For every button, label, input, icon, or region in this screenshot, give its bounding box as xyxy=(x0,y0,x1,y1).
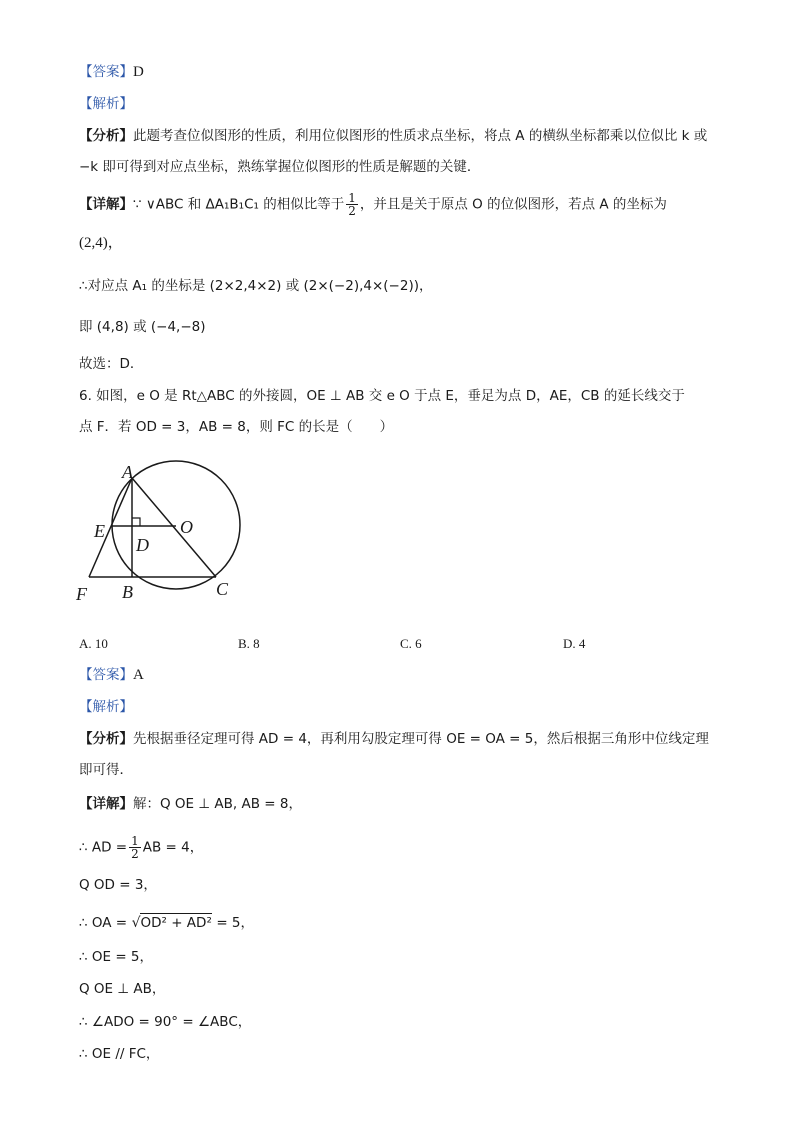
answer-value: D xyxy=(133,64,144,80)
step3-text: Q OD = 3， xyxy=(79,877,157,893)
option-d[interactable]: D. 4 xyxy=(563,636,586,651)
q6-stem-line1 xyxy=(79,386,685,406)
q6-fenxi-line1 xyxy=(79,729,709,749)
fraction-one-half xyxy=(346,192,358,217)
step4-right: = 5， xyxy=(216,915,255,931)
segment-ac xyxy=(132,478,216,577)
q6-step5 xyxy=(79,947,153,967)
label-b: B xyxy=(122,582,133,602)
label-a: A xyxy=(122,462,133,482)
q5-line5 xyxy=(79,354,143,374)
q6-step8 xyxy=(79,1044,159,1064)
step7-text: ∴ ∠ADO = 90° = ∠ABC， xyxy=(79,1014,252,1030)
frac-num: 1 xyxy=(348,191,356,205)
fenxi-text-cont: −k 即可得到对应点坐标，熟练掌握位似图形的性质是解题的关键． xyxy=(79,159,481,175)
q6-step3 xyxy=(79,875,157,895)
q5-line4 xyxy=(79,317,206,337)
step5-text: ∴ OE = 5， xyxy=(79,949,154,965)
label-c: C xyxy=(216,579,229,599)
sqrt-sign: √ xyxy=(131,915,141,931)
xiangjie-text-b: ，并且是关于原点 O 的位似图形，若点 A 的坐标为 xyxy=(359,196,667,213)
option-b[interactable]: B. 8 xyxy=(238,636,260,651)
fenxi-text-cont: 即可得． xyxy=(79,762,133,778)
answer-value: A xyxy=(133,667,144,683)
frac-den: 2 xyxy=(348,204,356,218)
q5-answer-line xyxy=(79,62,144,82)
q5-fenxi-line1 xyxy=(79,126,707,146)
step2-left: ∴ AD = xyxy=(79,839,128,856)
q6-jiexi-line xyxy=(79,697,133,717)
xiangjie-label: 【详解】 xyxy=(79,796,133,812)
fraction-one-half xyxy=(129,835,141,860)
q5-xiangjie-line1 xyxy=(79,192,667,217)
coord-result: 即 (4,8) 或 (−4,−8) xyxy=(79,319,206,335)
q6-xiangjie-line1 xyxy=(79,794,302,814)
frac-den: 2 xyxy=(131,847,139,861)
step6-text: Q OE ⊥ AB， xyxy=(79,981,166,997)
q6-step6 xyxy=(79,979,165,999)
q6-fenxi-line2 xyxy=(79,760,133,780)
option-a[interactable]: A. 10 xyxy=(79,636,108,651)
xiangjie-text-a: ∵ ∨ABC 和 ΔA₁B₁C₁ 的相似比等于 xyxy=(133,196,345,213)
q6-stem-text-cont: 点 F．若 OD = 3，AB = 8，则 FC 的长是（ ） xyxy=(79,419,394,435)
option-c[interactable]: C. 6 xyxy=(400,636,422,651)
q6-stem-line2 xyxy=(79,417,393,437)
fenxi-text: 先根据垂径定理可得 AD = 4，再利用勾股定理可得 OE = OA = 5，然后根据三角形中位线定理 xyxy=(133,731,709,747)
label-f: F xyxy=(76,584,87,604)
q6-stem-text: 6. 如图，e O 是 Rt△ABC 的外接圆，OE ⊥ AB 交 e O 于点 E，垂足为点 D，AE，CB 的延长线交于 xyxy=(79,388,685,404)
choice-line: 故选：D． xyxy=(79,356,144,372)
geometry-figure xyxy=(70,455,260,605)
label-d: D xyxy=(136,535,149,555)
jiexi-label: 【解析】 xyxy=(79,96,133,112)
answer-label: 【答案】 xyxy=(79,667,133,683)
fenxi-label: 【分析】 xyxy=(79,731,133,747)
answer-label: 【答案】 xyxy=(79,64,133,80)
frac-num: 1 xyxy=(131,834,139,848)
q5-fenxi-line2 xyxy=(79,157,480,177)
right-angle-mark xyxy=(132,518,140,526)
step2-right: AB = 4， xyxy=(142,839,204,856)
step8-text: ∴ OE // FC， xyxy=(79,1046,160,1062)
step4-left: ∴ OA = xyxy=(79,915,128,931)
label-e: E xyxy=(94,521,105,541)
coord-a1: ∴对应点 A₁ 的坐标是 (2×2,4×2) 或 (2×(−2),4×(−2))， xyxy=(79,278,433,294)
q5-jiexi-line xyxy=(79,94,133,114)
q6-step7 xyxy=(79,1012,251,1032)
q5-line3 xyxy=(79,276,433,296)
q6-step4 xyxy=(79,913,254,933)
label-o: O xyxy=(180,517,193,537)
q5-line2 xyxy=(79,233,123,253)
coord-a: (2,4)， xyxy=(79,235,123,251)
xiangjie-label: 【详解】 xyxy=(79,196,133,213)
xiangjie-text: 解：Q OE ⊥ AB, AB = 8， xyxy=(133,796,302,812)
fenxi-label: 【分析】 xyxy=(79,128,133,144)
jiexi-label: 【解析】 xyxy=(79,699,133,715)
fenxi-text: 此题考查位似图形的性质，利用位似图形的性质求点坐标，将点 A 的横纵坐标都乘以位似比 k 或 xyxy=(133,128,708,144)
q6-answer-line xyxy=(79,665,144,685)
q6-step2 xyxy=(79,835,203,860)
sqrt-radicand: OD² + AD² xyxy=(140,915,212,931)
